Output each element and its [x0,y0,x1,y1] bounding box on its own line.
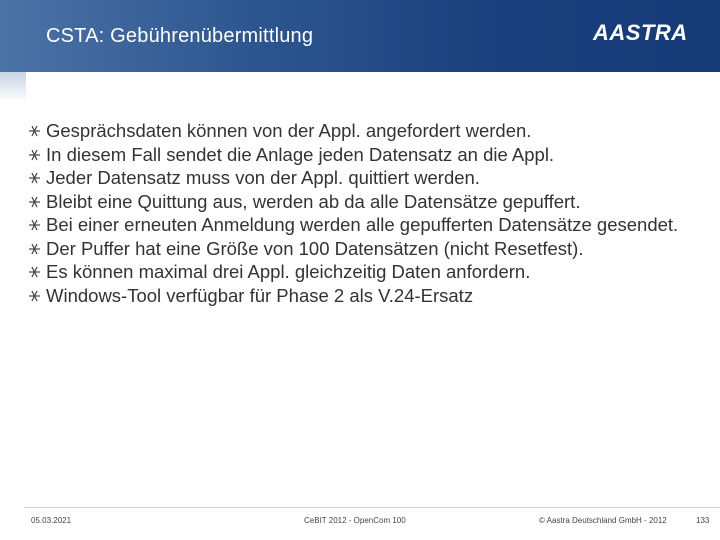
bullet-arrow-icon [28,196,41,208]
footer-event: CeBIT 2012 - OpenCom 100 [304,516,406,525]
bullet-item [28,190,708,214]
bullet-text: Bei einer erneuten Anmeldung werden alle gepufferten Datensätze gesendet. [46,214,679,235]
bullet-arrow-icon [28,172,41,184]
bullet-item [28,260,708,284]
bullet-item [28,119,708,143]
bullet-arrow-icon [28,243,41,255]
bullet-item [28,237,708,261]
bullet-arrow-icon [28,290,41,302]
bullet-arrow-icon [28,125,41,137]
bullet-text: Der Puffer hat eine Größe von 100 Datensätzen (nicht Resetfest). [46,237,584,259]
bullet-arrow-icon [28,149,41,161]
bullet-text: Gesprächsdaten können von der Appl. angefordert werden. [46,120,532,141]
aastra-logo [592,18,708,46]
slide-title: CSTA: Gebührenübermittlung [46,25,314,47]
bullet-arrow-icon [28,266,41,278]
bullet-text: Windows-Tool verfügbar für Phase 2 als V.24-Ersatz [46,284,474,306]
bullet-item [28,166,708,190]
bullet-item [28,213,708,237]
bullet-text: In diesem Fall sendet die Anlage jeden Datensatz an die Appl. [46,143,555,165]
footer-copyright: © Aastra Deutschland GmbH - 2012 [539,516,667,525]
bullet-item [28,284,708,308]
bullet-item [28,143,708,167]
svg-text:AASTRA: AASTRA [593,20,688,45]
footer-date: 05.03.2021 [31,516,72,525]
bullet-list [28,119,708,307]
bullet-text: Bleibt eine Quittung aus, werden ab da alle Datensätze gepuffert. [46,190,581,212]
bullet-text: Jeder Datensatz muss von der Appl. quittiert werden. [46,167,480,188]
bullet-arrow-icon [28,219,41,231]
bullet-text: Es können maximal drei Appl. gleichzeitig Daten anfordern. [46,261,531,282]
footer-divider [24,507,720,508]
page-number: 133 [696,516,710,525]
header-accent [0,72,26,102]
